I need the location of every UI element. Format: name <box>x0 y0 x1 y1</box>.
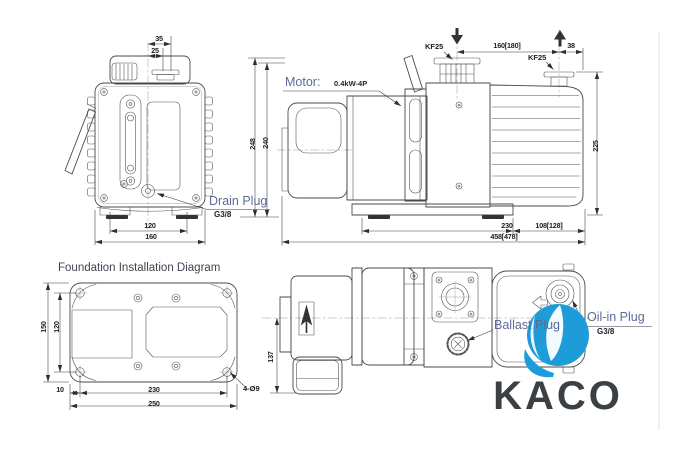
mid-bolt-holes <box>134 294 180 370</box>
inlet-down-arrow <box>451 28 463 45</box>
oil-sight-glass <box>120 95 141 189</box>
foundation-title: Foundation Installation Diagram <box>58 262 221 274</box>
dim-foot-120: 120 <box>144 221 156 231</box>
dim-cap-25: 25 <box>151 46 159 56</box>
dim-base-160: 160 <box>145 232 157 242</box>
side-handle <box>404 56 423 93</box>
dim-bolt-120: 120 <box>51 321 61 333</box>
pump-housing <box>426 83 490 207</box>
carry-handle <box>65 109 96 174</box>
dim-bolt-230: 230 <box>148 385 160 395</box>
dim-port-spacing: 160[180] <box>493 41 521 51</box>
kaco-logo-text: KACO <box>493 374 623 418</box>
dim-overhang-108: 108[128] <box>535 221 563 231</box>
dim-height-248: 248 <box>248 138 258 150</box>
ballast-plug-label: Ballast Plug <box>494 318 561 332</box>
top-plug <box>152 70 179 75</box>
kaco-logo-icon <box>524 304 589 377</box>
foundation-view <box>70 283 237 382</box>
dim-foot-230: 230 <box>501 221 513 231</box>
dim-height-240: 240 <box>260 137 270 149</box>
terminal-box <box>293 357 342 394</box>
dim-edge-10: 10 <box>56 385 64 395</box>
dim-center-137: 137 <box>266 351 276 363</box>
oil-fill-port <box>546 280 574 308</box>
oil-in-plug-thread: G3/8 <box>597 327 615 336</box>
kf25-exhaust-label: KF25 <box>528 53 547 62</box>
motor-body <box>347 96 427 200</box>
front-view <box>65 42 213 230</box>
dim-plate-250: 250 <box>148 399 160 409</box>
fan-cover <box>288 103 347 198</box>
intake-flange <box>432 272 478 322</box>
base-plate <box>352 204 513 215</box>
oil-in-plug-label: Oil-in Plug <box>587 310 645 324</box>
cooling-ribs-left <box>88 97 96 196</box>
dim-exhaust-38: 38 <box>567 41 575 51</box>
bolt-note: 4-Ø9 <box>243 384 260 393</box>
nameplate-panel <box>147 102 180 190</box>
drain-plug-label: Drain Plug <box>209 194 268 208</box>
corner-bolt-holes <box>73 286 234 379</box>
drain-plug-thread: G3/8 <box>214 210 232 219</box>
ballast-plug-top <box>448 334 469 355</box>
exhaust-up-arrow <box>554 30 566 47</box>
motor-value: 0.4kW-4P <box>334 78 368 88</box>
pump-cylinder <box>490 85 583 206</box>
dim-cap-35: 35 <box>155 34 163 44</box>
foundation-plate <box>70 283 237 382</box>
motor-label: Motor: <box>285 75 321 89</box>
dim-length-458: 458[478] <box>490 232 518 242</box>
kf25-inlet-label: KF25 <box>425 42 444 51</box>
dim-pump-225: 225 <box>591 140 601 152</box>
cooling-ribs-right <box>205 97 213 196</box>
dim-plate-150: 150 <box>39 321 49 333</box>
